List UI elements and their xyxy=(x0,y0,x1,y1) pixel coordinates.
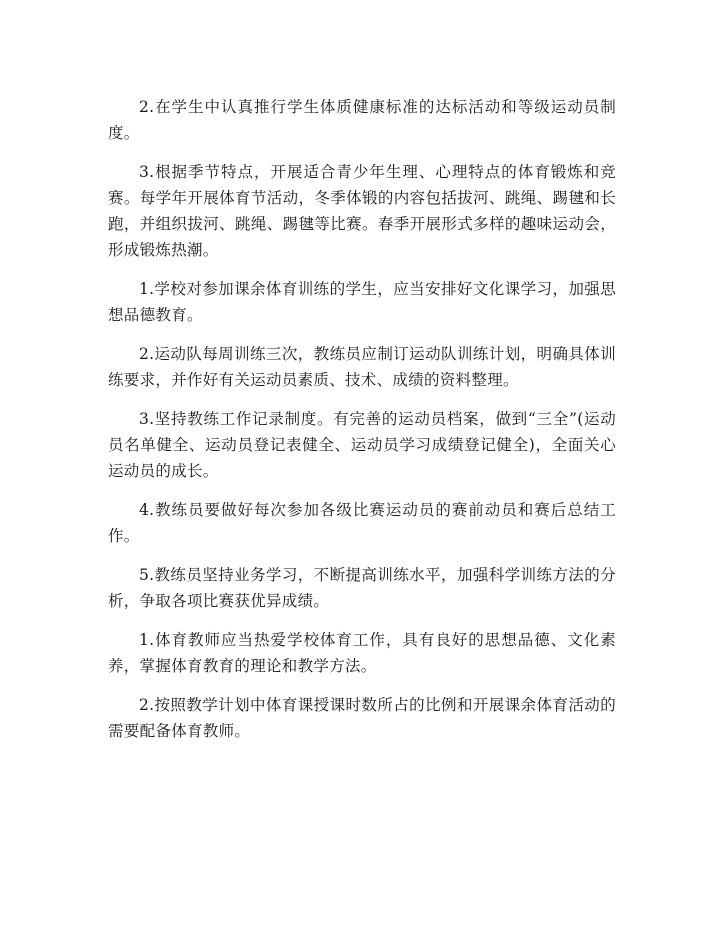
paragraph-9: 2.按照教学计划中体育课授课时数所占的比例和开展课余体育活动的需要配备体育教师。 xyxy=(108,696,616,740)
paragraph-4: 2.运动队每周训练三次，教练员应制订运动队训练计划，明确具体训练要求，并作好有关运动员素质、技术、成绩的资料整理。 xyxy=(108,345,616,389)
paragraph-7: 5.教练员坚持业务学习，不断提高训练水平，加强科学训练方法的分析，争取各项比赛获优异成绩。 xyxy=(108,566,616,610)
paragraph-5: 3.坚持教练工作记录制度。有完善的运动员档案，做到“三全”(运动员名单健全、运动员登记表健全、运动员学习成绩登记健全)，全面关心运动员的成长。 xyxy=(108,410,616,480)
paragraph-8: 1.体育教师应当热爱学校体育工作，具有良好的思想品德、文化素养，掌握体育教育的理论和教学方法。 xyxy=(108,631,616,675)
paragraph-6: 4.教练员要做好每次参加各级比赛运动员的赛前动员和赛后总结工作。 xyxy=(108,501,616,545)
paragraph-3: 1.学校对参加课余体育训练的学生，应当安排好文化课学习，加强思想品德教育。 xyxy=(108,280,616,324)
document-body xyxy=(108,94,616,757)
paragraph-1: 2.在学生中认真推行学生体质健康标准的达标活动和等级运动员制度。 xyxy=(108,98,616,142)
paragraph-2: 3.根据季节特点，开展适合青少年生理、心理特点的体育锻炼和竞赛。每学年开展体育节活动，冬季体锻的内容包括拔河、跳绳、踢毽和长跑，并组织拔河、跳绳、踢毽等比赛。春季开展形式多样的趣味运动会，形成锻炼热潮。 xyxy=(108,163,616,259)
